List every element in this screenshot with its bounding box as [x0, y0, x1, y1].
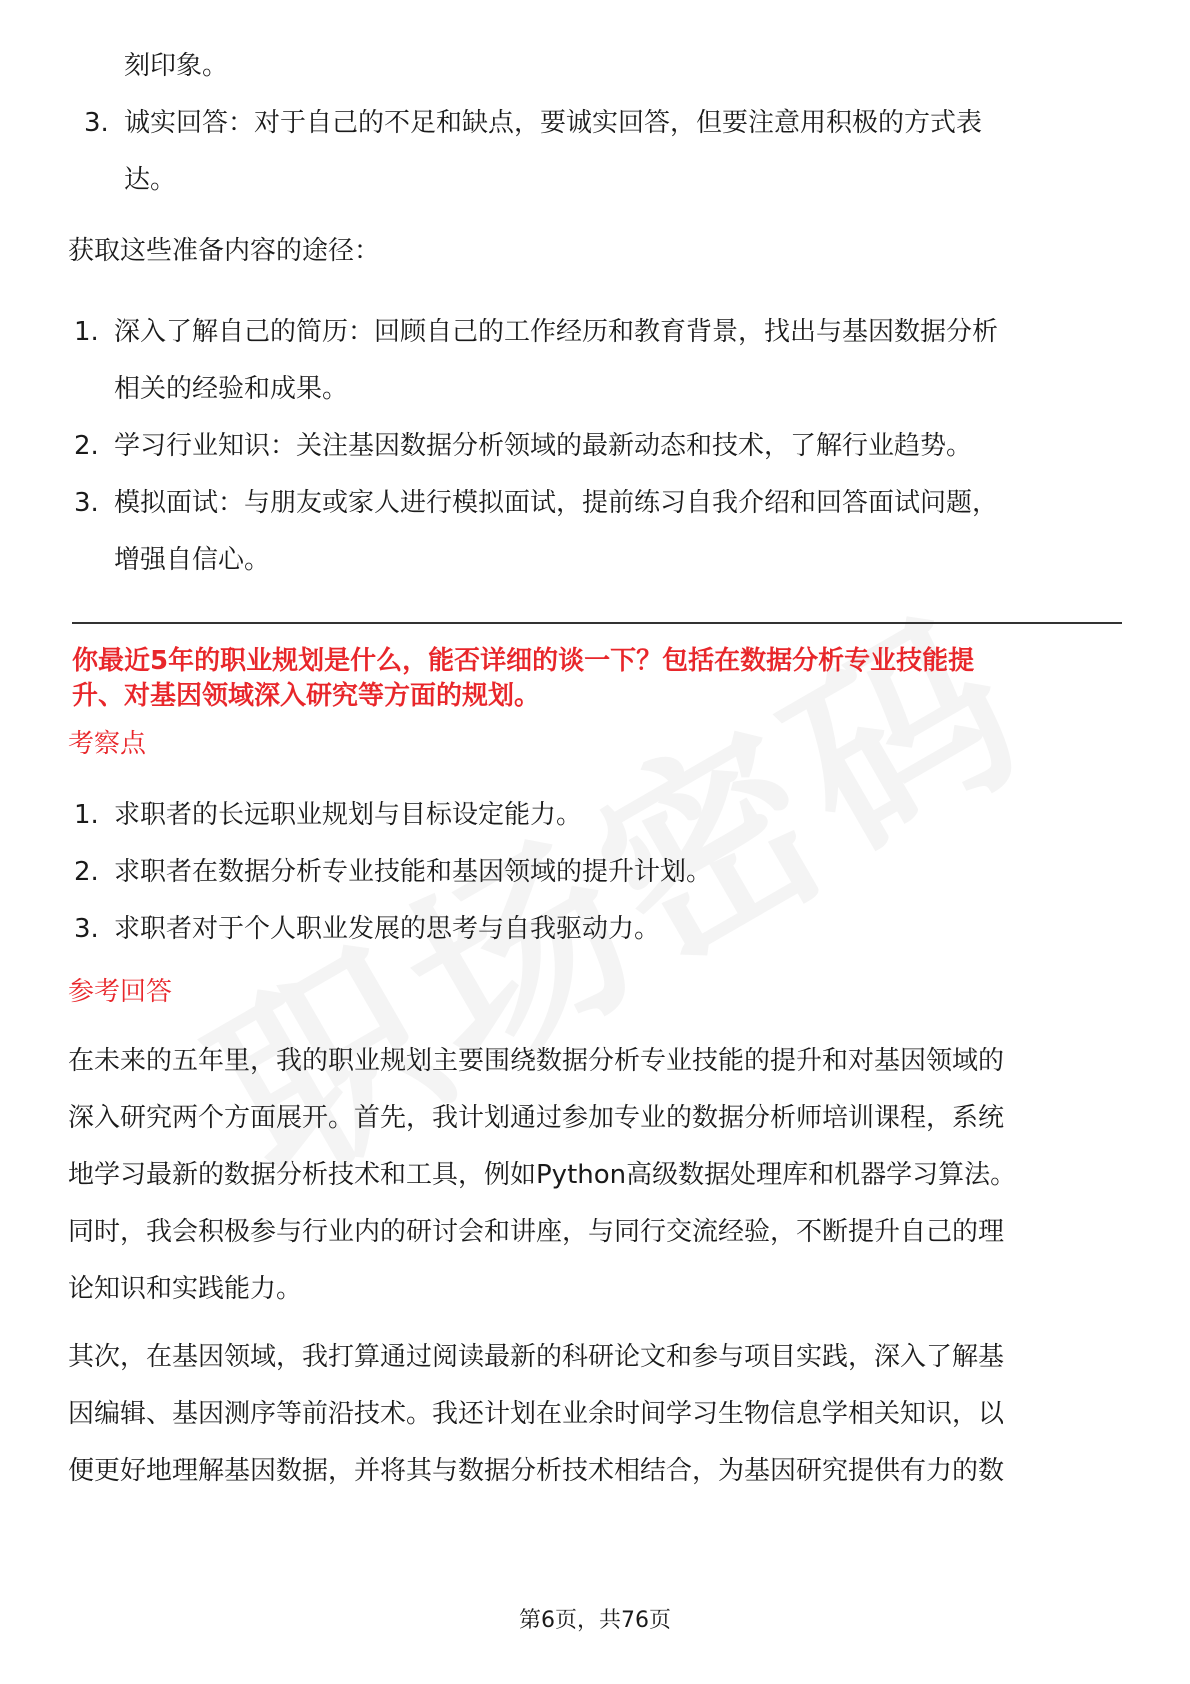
list-number: 3.: [74, 914, 99, 944]
list-text: 相关的经验和成果。: [114, 374, 349, 404]
list-text: 增强自信心。: [114, 545, 271, 575]
list-item: [62, 418, 1122, 475]
section-divider: [72, 622, 1122, 624]
list-number: 2.: [74, 431, 99, 461]
list-text: 诚实回答：对于自己的不足和缺点，要诚实回答，但要注意用积极的方式表: [124, 108, 983, 138]
question-line: 你最近5年的职业规划是什么，能否详细的谈一下？包括在数据分析专业技能提: [72, 646, 975, 676]
list-text: 学习行业知识：关注基因数据分析领域的最新动态和技术，了解行业趋势。: [114, 431, 973, 461]
paragraph-line: 同时，我会积极参与行业内的研讨会和讲座，与同行交流经验，不断提升自己的理: [68, 1217, 1005, 1247]
list-text: 模拟面试：与朋友或家人进行模拟面试，提前练习自我介绍和回答面试问题，: [114, 488, 999, 518]
paragraph-line: 地学习最新的数据分析技术和工具，例如Python高级数据处理库和机器学习算法。: [68, 1160, 1017, 1190]
list-number: 1.: [74, 800, 99, 830]
paragraph-line: 在未来的五年里，我的职业规划主要围绕数据分析专业技能的提升和对基因领域的: [68, 1046, 1005, 1076]
list-text: 深入了解自己的简历：回顾自己的工作经历和教育背景，找出与基因数据分析: [114, 317, 999, 347]
exam-points-list: [62, 787, 1122, 958]
list-text: 达。: [124, 165, 177, 195]
paragraph-line: 便更好地理解基因数据，并将其与数据分析技术相结合，为基因研究提供有力的数: [68, 1456, 1005, 1486]
list-text: 求职者在数据分析专业技能和基因领域的提升计划。: [114, 857, 713, 887]
prep-list: [62, 304, 1122, 589]
top-list: [72, 38, 1122, 209]
list-item: [62, 787, 1122, 844]
list-number: 3.: [84, 108, 109, 138]
list-text: 求职者对于个人职业发展的思考与自我驱动力。: [114, 914, 661, 944]
answer-paragraph: [68, 1033, 1128, 1318]
answer-paragraph: [68, 1329, 1128, 1500]
paragraph-line: 深入研究两个方面展开。首先，我计划通过参加专业的数据分析师培训课程，系统: [68, 1103, 1005, 1133]
prep-heading: 获取这些准备内容的途径：: [68, 236, 381, 266]
list-item: [62, 304, 1122, 418]
page-footer: 第6页，共76页: [519, 1608, 671, 1633]
question-line: 升、对基因领域深入研究等方面的规划。: [72, 681, 541, 711]
paragraph-line: 因编辑、基因测序等前沿技术。我还计划在业余时间学习生物信息学相关知识，以: [68, 1399, 1005, 1429]
list-number: 2.: [74, 857, 99, 887]
list-item: [62, 844, 1122, 901]
list-item: [62, 901, 1122, 958]
list-continuation: 刻印象。: [124, 51, 229, 81]
list-text: 求职者的长远职业规划与目标设定能力。: [114, 800, 583, 830]
list-item: [62, 475, 1122, 589]
paragraph-line: 其次，在基因领域，我打算通过阅读最新的科研论文和参与项目实践，深入了解基: [68, 1342, 1005, 1372]
answer-label: 参考回答: [68, 977, 173, 1007]
list-item: [72, 95, 1122, 209]
list-number: 1.: [74, 317, 99, 347]
paragraph-line: 论知识和实践能力。: [68, 1274, 303, 1304]
exam-points-label: 考察点: [68, 729, 147, 759]
list-number: 3.: [74, 488, 99, 518]
interview-question: [72, 644, 1122, 714]
